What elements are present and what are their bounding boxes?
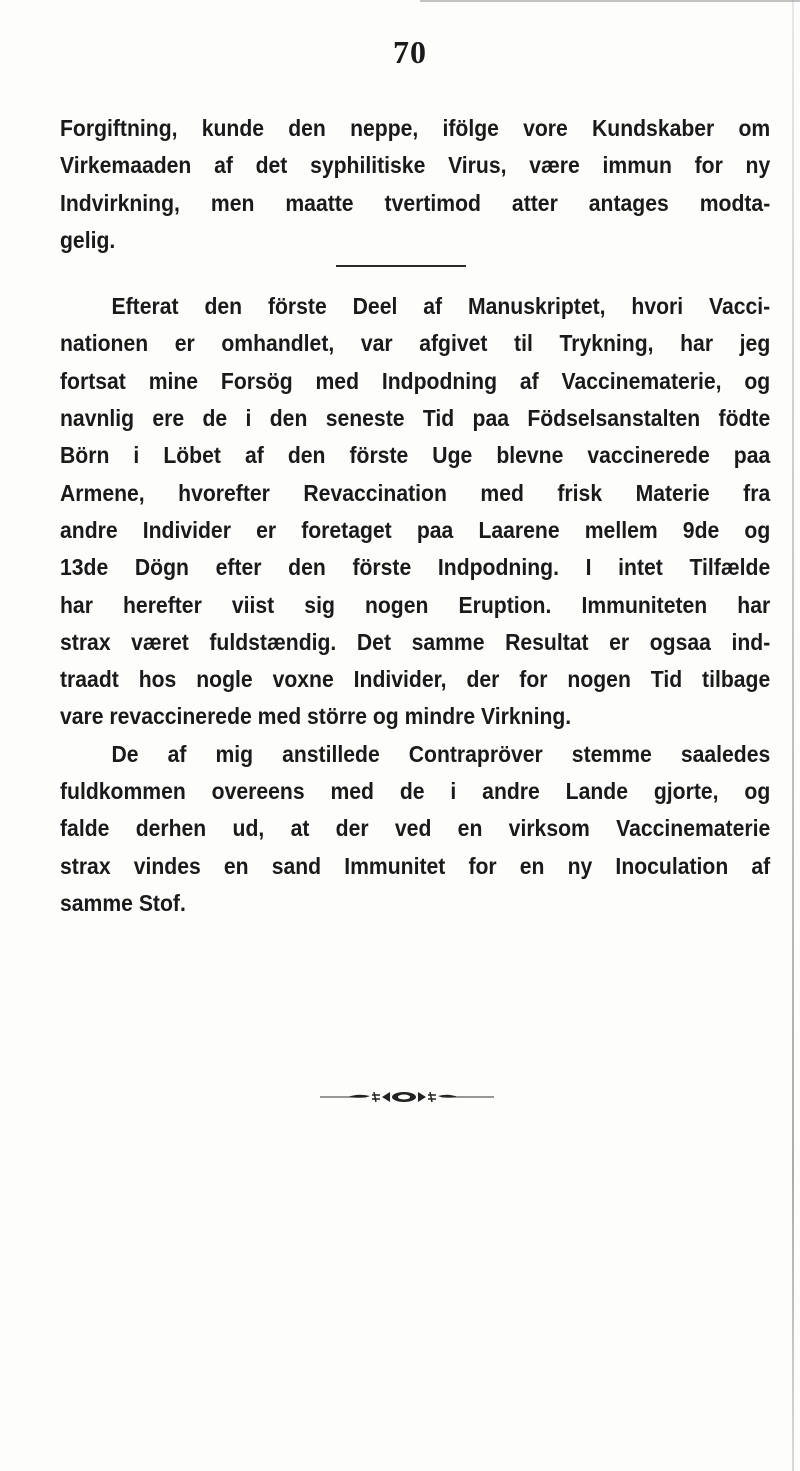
text-line: De af mig anstillede Contrapröver stemme saaledes xyxy=(111,740,771,767)
text-line: har herefter viist sig nogen Eruption. Immuniteten har xyxy=(60,591,771,618)
paragraph-3 xyxy=(60,736,771,922)
text-line: nationen er omhandlet, var afgivet til Trykning, har jeg xyxy=(60,330,771,357)
printers-ornament-icon xyxy=(318,1090,498,1104)
text-line: andre Individer er foretaget paa Laarene mellem 9de og xyxy=(60,516,771,543)
text-line: Börn i Löbet af den förste Uge blevne vaccinerede paa xyxy=(60,442,771,469)
text-line: fuldkommen overeens med de i andre Lande gjorte, og xyxy=(60,778,771,805)
body-text xyxy=(60,110,771,922)
text-line: traadt hos nogle voxne Individer, der for nogen Tid tilbage xyxy=(60,666,771,693)
text-line: falde derhen ud, at der ved en virksom Vaccinematerie xyxy=(60,815,771,842)
text-line: gelig. xyxy=(60,226,116,253)
text-line: 13de Dögn efter den förste Indpodning. I intet Tilfælde xyxy=(60,554,771,581)
text-line: navnlig ere de i den seneste Tid paa Födselsanstalten födte xyxy=(60,405,771,432)
text-line: fortsat mine Forsög med Indpodning af Vaccinematerie, og xyxy=(60,367,771,394)
paragraph-gap xyxy=(60,259,713,288)
text-line: Efterat den förste Deel af Manuskriptet, hvori Vacci- xyxy=(111,293,771,320)
text-line: Forgiftning, kunde den neppe, ifölge vore Kundskaber om xyxy=(60,115,771,141)
text-line: vare revaccinerede med större og mindre Virkning. xyxy=(60,703,572,730)
text-line: samme Stof. xyxy=(60,889,186,916)
text-line: strax vindes en sand Immunitet for en ny Inoculation af xyxy=(60,852,771,879)
text-line: Armene, hvorefter Revaccination med frisk Materie fra xyxy=(60,479,771,506)
scan-edge xyxy=(792,0,794,1471)
paragraph-1 xyxy=(60,110,771,259)
scan-top-edge xyxy=(420,0,800,2)
text-line: Virkemaaden af det syphilitiske Virus, være immun for ny xyxy=(60,152,771,179)
text-line: strax været fuldstændig. Det samme Resultat er ogsaa ind- xyxy=(60,628,771,655)
page-number: 70 xyxy=(393,34,427,70)
paragraph-2 xyxy=(60,288,771,736)
text-line: Indvirkning, men maatte tvertimod atter antages modta- xyxy=(60,189,771,216)
